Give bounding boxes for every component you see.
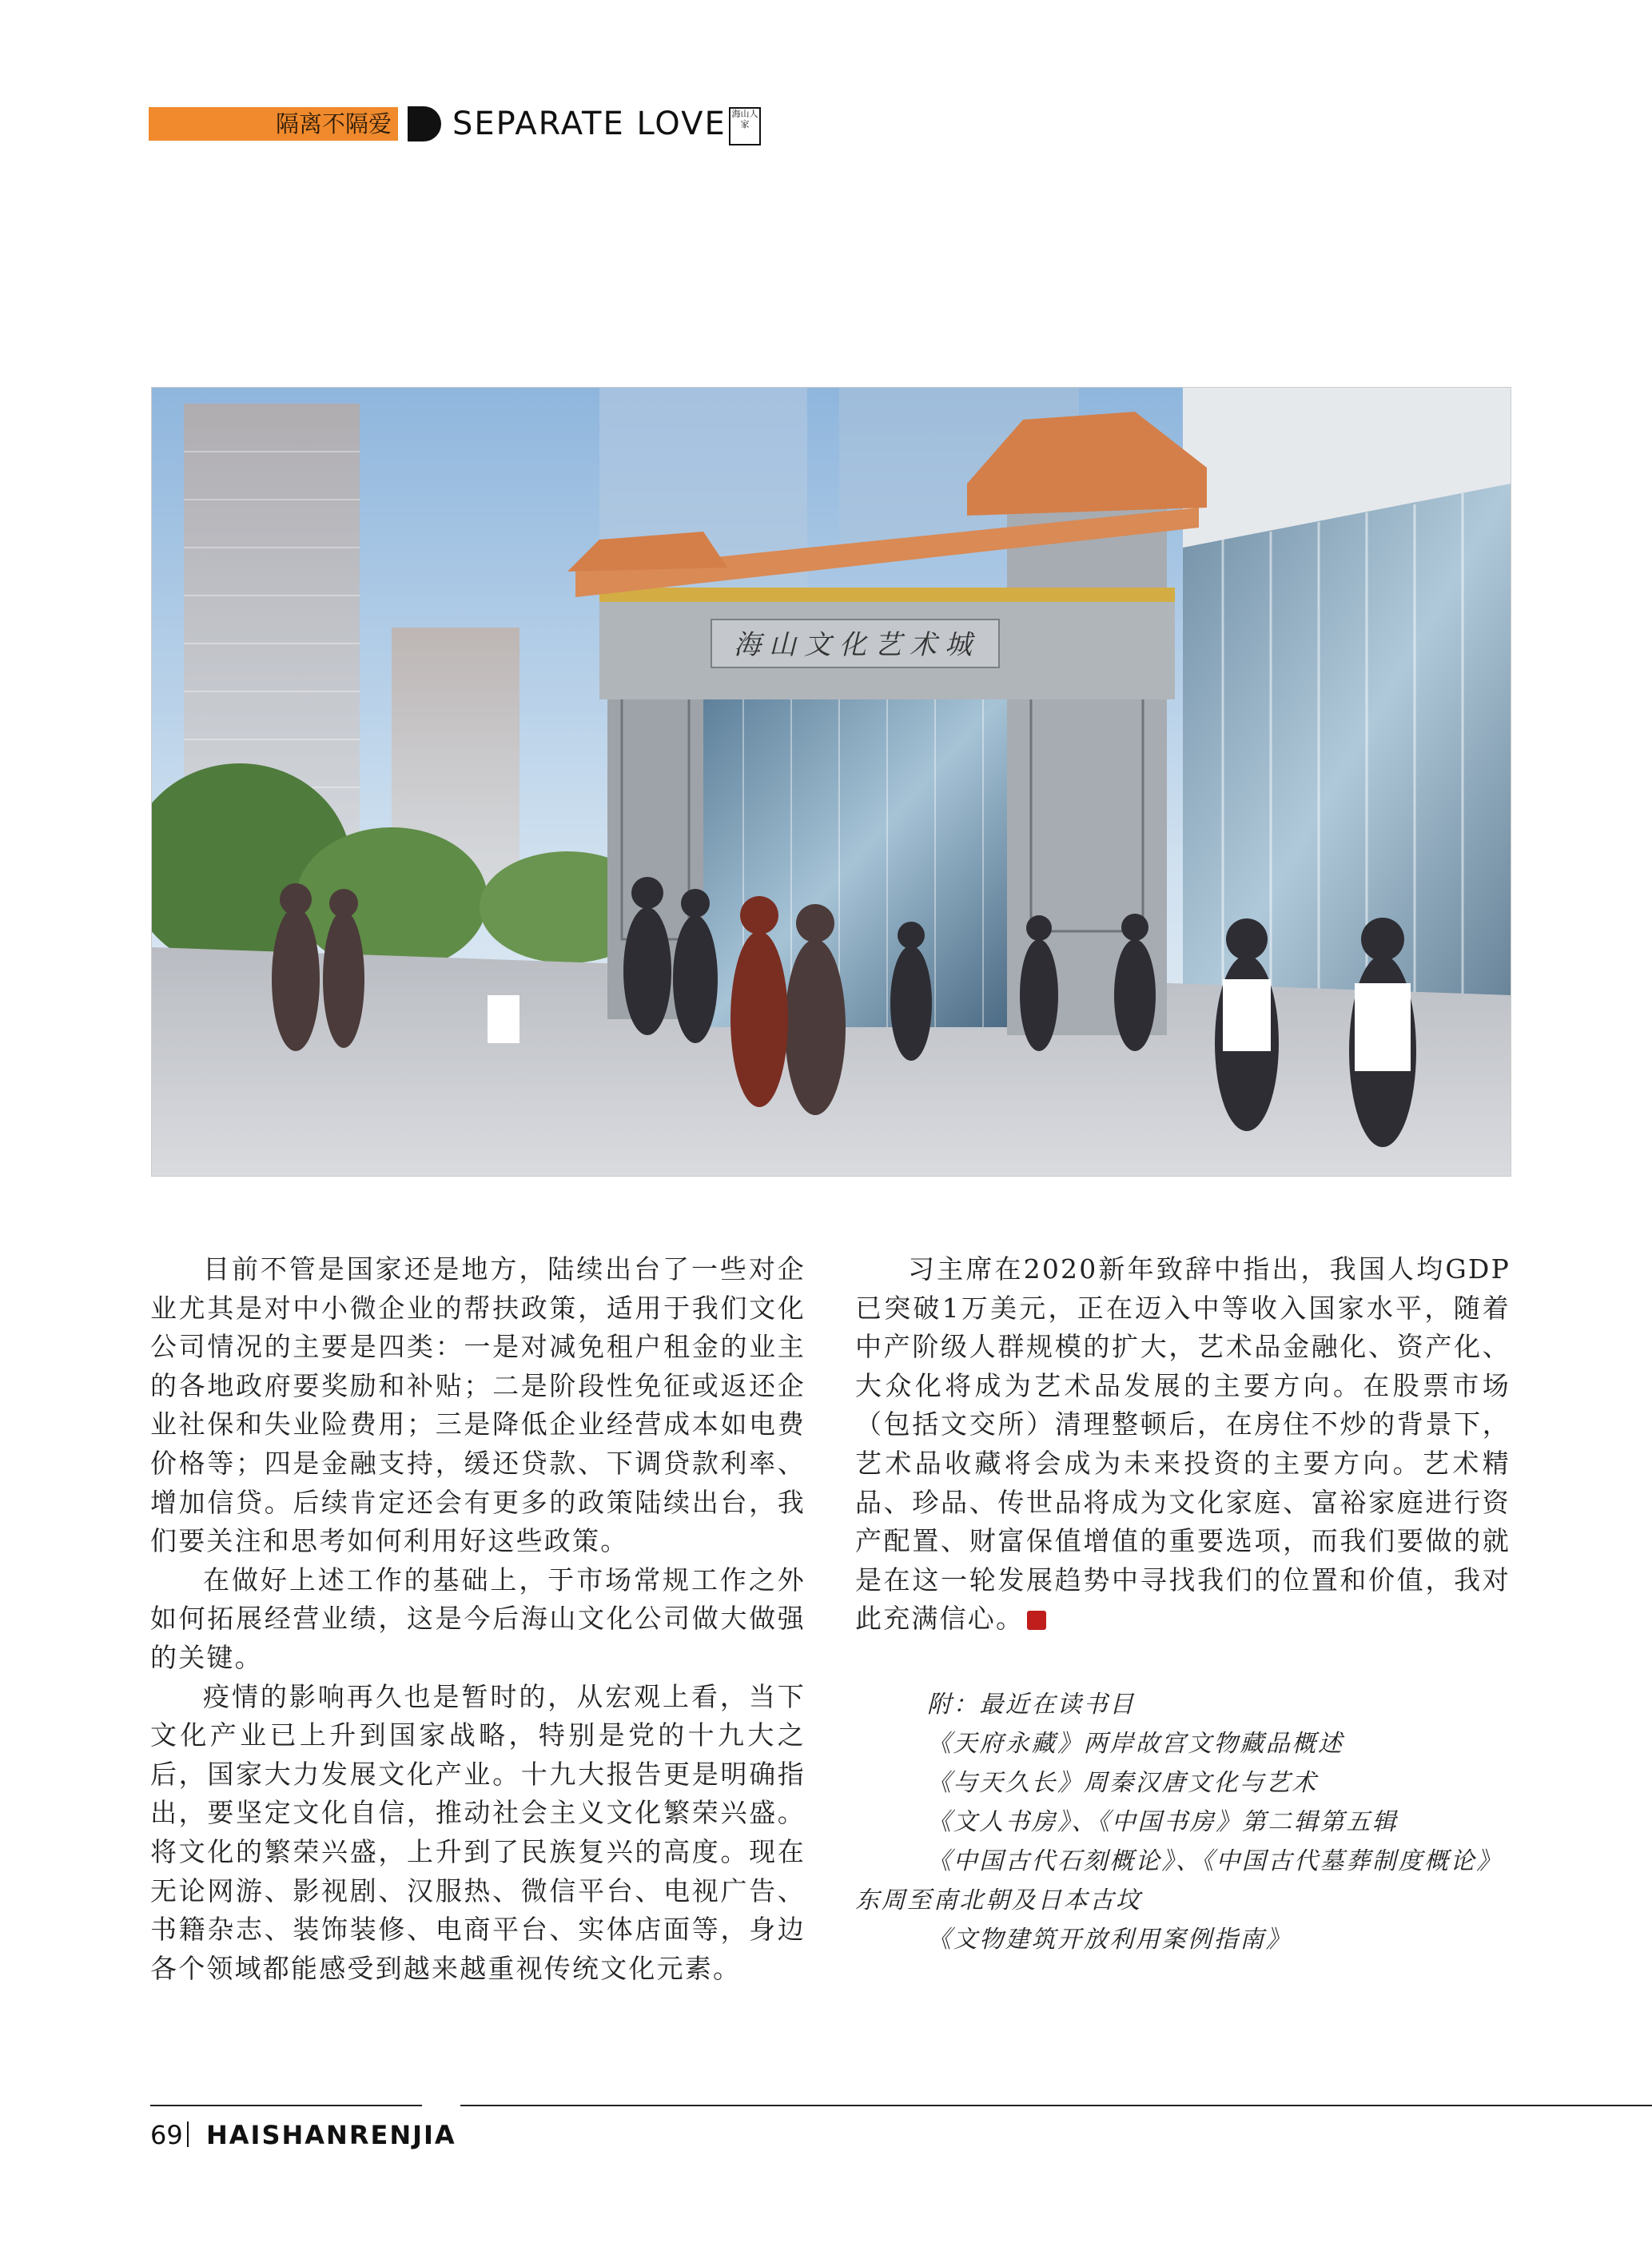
seal-icon <box>1027 1611 1046 1630</box>
reading-list-heading: 附：最近在读书目 <box>927 1691 1136 1719</box>
paragraph: 在做好上述工作的基础上，于市场常规工作之外如何拓展经营业绩，这是今后海山文化公司做大做强的关键。 <box>150 1564 806 1673</box>
reading-list <box>855 1685 1527 1959</box>
logo-text: 海山人家 <box>731 109 758 129</box>
section-title-en: SEPARATE LOVE <box>452 106 726 142</box>
footer-rule-right <box>460 2105 1652 2106</box>
right-column <box>855 1250 1511 1639</box>
left-column <box>150 1250 806 1988</box>
paragraph: 疫情的影响再久也是暂时的，从宏观上看，当下文化产业已上升到国家战略，特别是党的十九大之后，国家大力发展文化产业。十九大报告更是明确指出，要坚定文化自信，推动社会主义文化繁荣兴盛。将文化的繁荣兴盛，上升到了民族复兴的高度。现在无论网游、影视剧、汉服热、微信平台、电视广告、书籍杂志、装饰装修、电商平台、实体店面等，身边各个领域都能感受到越来越重视传统文化元素。 <box>150 1680 806 1984</box>
magazine-name: HAISHANRENJIA <box>206 2120 456 2150</box>
d-shape-icon <box>408 106 441 141</box>
paragraph <box>855 1250 1511 1639</box>
paragraph: 目前不管是国家还是地方，陆续出台了一些对企业尤其是对中小微企业的帮扶政策，适用于我们文化公司情况的主要是四类：一是对减免租户租金的业主的各地政府要奖励和补贴；二是阶段性免征或返还企业社保和失业险费用；三是降低企业经营成本如电费价格等；四是金融支持，缓还贷款、下调贷款利率、增加信贷。后续肯定还会有更多的政策陆续出台，我们要关注和思考如何利用好这些政策。 <box>150 1253 806 1557</box>
reading-list-item: 《与天久长》周秦汉唐文化与艺术 <box>927 1769 1318 1797</box>
building-photo <box>151 387 1511 1177</box>
reading-list-item: 《天府永藏》两岸故宫文物藏品概述 <box>927 1730 1344 1758</box>
reading-list-item: 《中国古代石刻概论》、《中国古代墓葬制度概论》东周至南北朝及日本古坟 <box>855 1847 1503 1914</box>
paragraph-text: 习主席在2020新年致辞中指出，我国人均GDP已突破1万美元，正在迈入中等收入国家水平，随着中产阶级人群规模的扩大，艺术品金融化、资产化、大众化将成为艺术品发展的主要方向。在股票市场（包括文交所）清理整顿后，在房住不炒的背景下，艺术品收藏将会成为未来投资的主要方向。艺术精品、珍品、传世品将成为文化家庭、富裕家庭进行资产配置、财富保值增值的重要选项，而我们要做的就是在这一轮发展趋势中寻找我们的位置和价值，我对此充满信心。 <box>855 1253 1511 1635</box>
footer-rule-left <box>150 2105 422 2106</box>
reading-list-item: 《文人书房》、《中国书房》第二辑第五辑 <box>927 1808 1399 1836</box>
page-number: 69 <box>150 2120 183 2150</box>
building-illustration <box>152 388 1511 1176</box>
sign-text: 海山文化艺术城 <box>734 629 980 661</box>
reading-list-item: 《文物建筑开放利用案例指南》 <box>927 1926 1292 1954</box>
magazine-logo <box>729 107 761 145</box>
footer-separator <box>187 2121 189 2147</box>
section-title-cn: 隔离不隔爱 <box>275 110 392 137</box>
